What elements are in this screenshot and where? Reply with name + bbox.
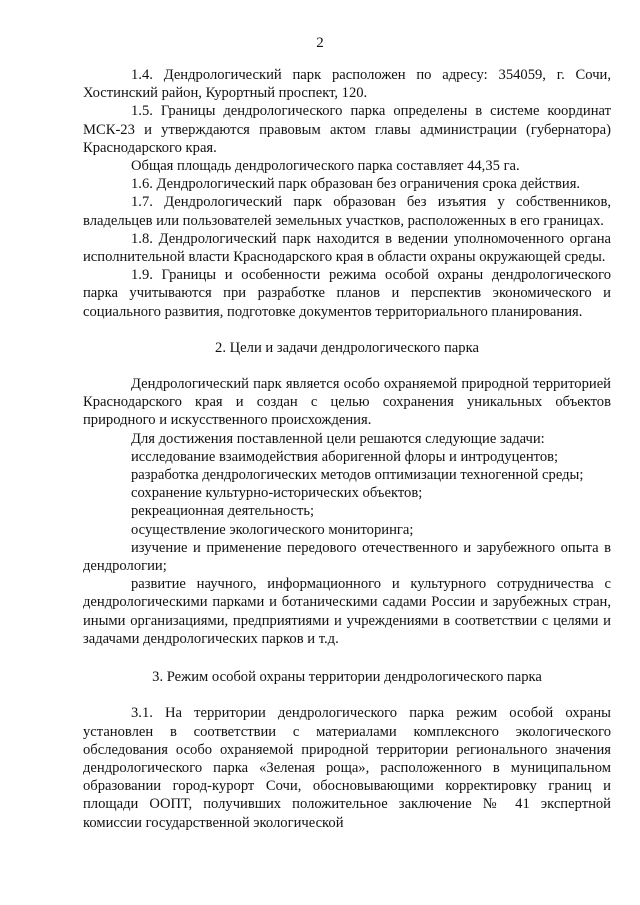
document-body — [83, 66, 611, 832]
section-2-heading: 2. Цели и задачи дендрологического парка — [215, 339, 479, 356]
task-item: сохранение культурно-исторических объектов; — [131, 485, 423, 502]
task-item: разработка дендрологических методов оптимизации техногенной среды; — [131, 467, 584, 484]
paragraph-total-area: Общая площадь дендрологического парка составляет 44,35 га. — [131, 158, 520, 175]
paragraph-1-9: 1.9. Границы и особенности режима особой охраны дендрологического парка учитываются при разработке планов и перспектив экономического и социального развития, подготовке документов территориального планирования. — [83, 267, 611, 320]
task-item: осуществление экологического мониторинга; — [131, 521, 414, 538]
paragraph-1-6: 1.6. Дендрологический парк образован без ограничения срока действия. — [131, 176, 581, 193]
task-item: изучение и применение передового отечественного и зарубежного опыта в дендрологии; — [83, 539, 611, 575]
section-2-intro: Дендрологический парк является особо охраняемой природной территорией Краснодарского края и создан с целью сохранения уникальных объектов природного и искусственного происхождения. — [83, 376, 611, 429]
paragraph-3-1: 3.1. На территории дендрологического парка режим особой охраны установлен в соответствии с материалами комплексного экологического обследования особо охраняемой природной территории регионального значения дендрологического парка «Зеленая роща», расположенного в муниципальном образовании город-курорт Сочи, обосновывающими корректировку границ и площади ООПТ, получивших положительное заключение № 41 экспертной комиссии государственной экологической — [83, 705, 611, 831]
section-3-heading: 3. Режим особой охраны территории дендрологического парка — [152, 669, 542, 686]
tasks-lead: Для достижения поставленной цели решаются следующие задачи: — [131, 430, 545, 447]
page-number: 2 — [316, 35, 324, 51]
paragraph-1-4: 1.4. Дендрологический парк расположен по адресу: 354059, г. Сочи, Хостинский район, Курортный проспект, 120. — [83, 67, 611, 102]
paragraph-1-7: 1.7. Дендрологический парк образован без изъятия у собственников, владельцев или пользователей земельных участков, расположенных в его границах. — [83, 194, 611, 229]
task-item: рекреационная деятельность; — [131, 503, 315, 520]
task-item: исследование взаимодействия аборигенной флоры и интродуцентов; — [131, 448, 559, 465]
paragraph-1-5: 1.5. Границы дендрологического парка определены в системе координат МСК-23 и утверждаются правовым актом главы администрации (губернатора) Краснодарского края. — [83, 103, 611, 156]
paragraph-1-8: 1.8. Дендрологический парк находится в ведении уполномоченного органа исполнительной власти Краснодарского края в области охраны окружающей среды. — [83, 230, 611, 266]
task-item: развитие научного, информационного и культурного сотрудничества с дендрологическими парками и ботаническими садами России и зарубежных стран, иными организациями, предприятиями и учреждениями в соответствии с целями и задачами дендрологических парков и т.д. — [83, 576, 611, 647]
